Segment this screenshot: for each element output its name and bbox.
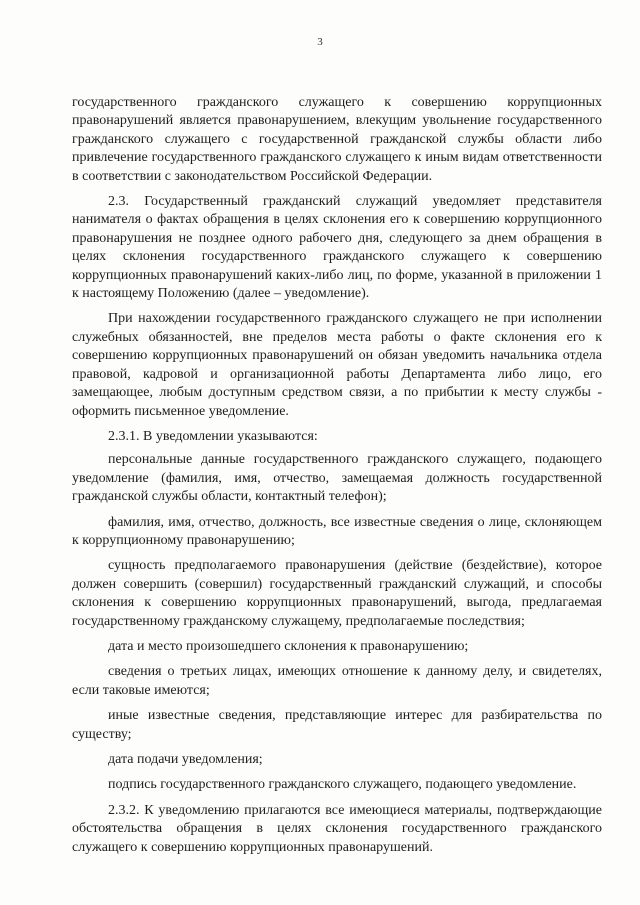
list-item-person-info: фамилия, имя, отчество, должность, все известные сведения о лице, склоняющем к коррупционному правонарушению; (72, 514, 602, 548)
paragraph-2-3: 2.3. Государственный гражданский служащий уведомляет представителя нанимателя о фактах обращения в целях склонения его к совершению коррупционного правонарушения не позднее одного рабочего дня, следующего за днем обращения в целях склонения государственного гражданского служащего к совершению коррупционных правонарушений каких-либо лиц, по форме, указанной в приложении 1 к настоящему Положению (далее – уведомление). (72, 194, 602, 302)
list-item-signature: подпись государственного гражданского служащего, подающего уведомление. (108, 777, 577, 793)
list-item-other-info: иные известные сведения, представляющие интерес для разбирательства по существу; (72, 708, 602, 742)
list-item-submission-date: дата подачи уведомления; (108, 752, 263, 767)
list-item-third-parties: сведения о третьих лицах, имеющих отношение к данному делу, и свидетелях, если таковые имеются; (72, 664, 602, 698)
paragraph-off-duty-notice: При нахождении государственного гражданского служащего не при исполнении служебных обязанностей, вне пределов места работы о факте склонения его к совершению коррупционных правонарушений он обязан уведомить начальника отдела правовой, кадровой и организационной работы Департамента либо лицо, его замещающее, любым доступным средством связи, а по прибытии к месту службы - оформить письменное уведомление. (72, 311, 602, 419)
paragraph-2-3-2: 2.3.2. К уведомлению прилагаются все имеющиеся материалы, подтверждающие обстоятельства обращения в целях склонения государственного гражданского служащего к совершению коррупционных правонарушений. (72, 802, 602, 855)
paragraph-continuation: государственного гражданского служащего к совершению коррупционных правонарушений является правонарушением, влекущим увольнение государственного гражданского служащего с государственной гражданской службы области либо привлечение государственного гражданского служащего к иным видам ответственности в соответствии с законодательством Российской Федерации. (72, 95, 602, 184)
paragraph-2-3-1-heading: 2.3.1. В уведомлении указываются: (108, 428, 318, 444)
list-item-date-place: дата и место произошедшего склонения к правонарушению; (108, 638, 469, 654)
list-item-offense-essence: сущность предполагаемого правонарушения (действие (бездействие), которое должен совершить (совершил) государственный гражданский служащий, и способы склонения к совершению коррупционных правонарушений, выгода, предлагаемая государственному гражданскому служащему, предполагаемые последствия; (72, 558, 602, 629)
page-number: 3 (317, 36, 323, 48)
document-body (72, 94, 602, 864)
list-item-personal-data: персональные данные государственного гражданского служащего, подающего уведомление (фамилия, имя, отчество, замещаемая должность государственной гражданской службы области, контактный телефон); (72, 452, 602, 505)
